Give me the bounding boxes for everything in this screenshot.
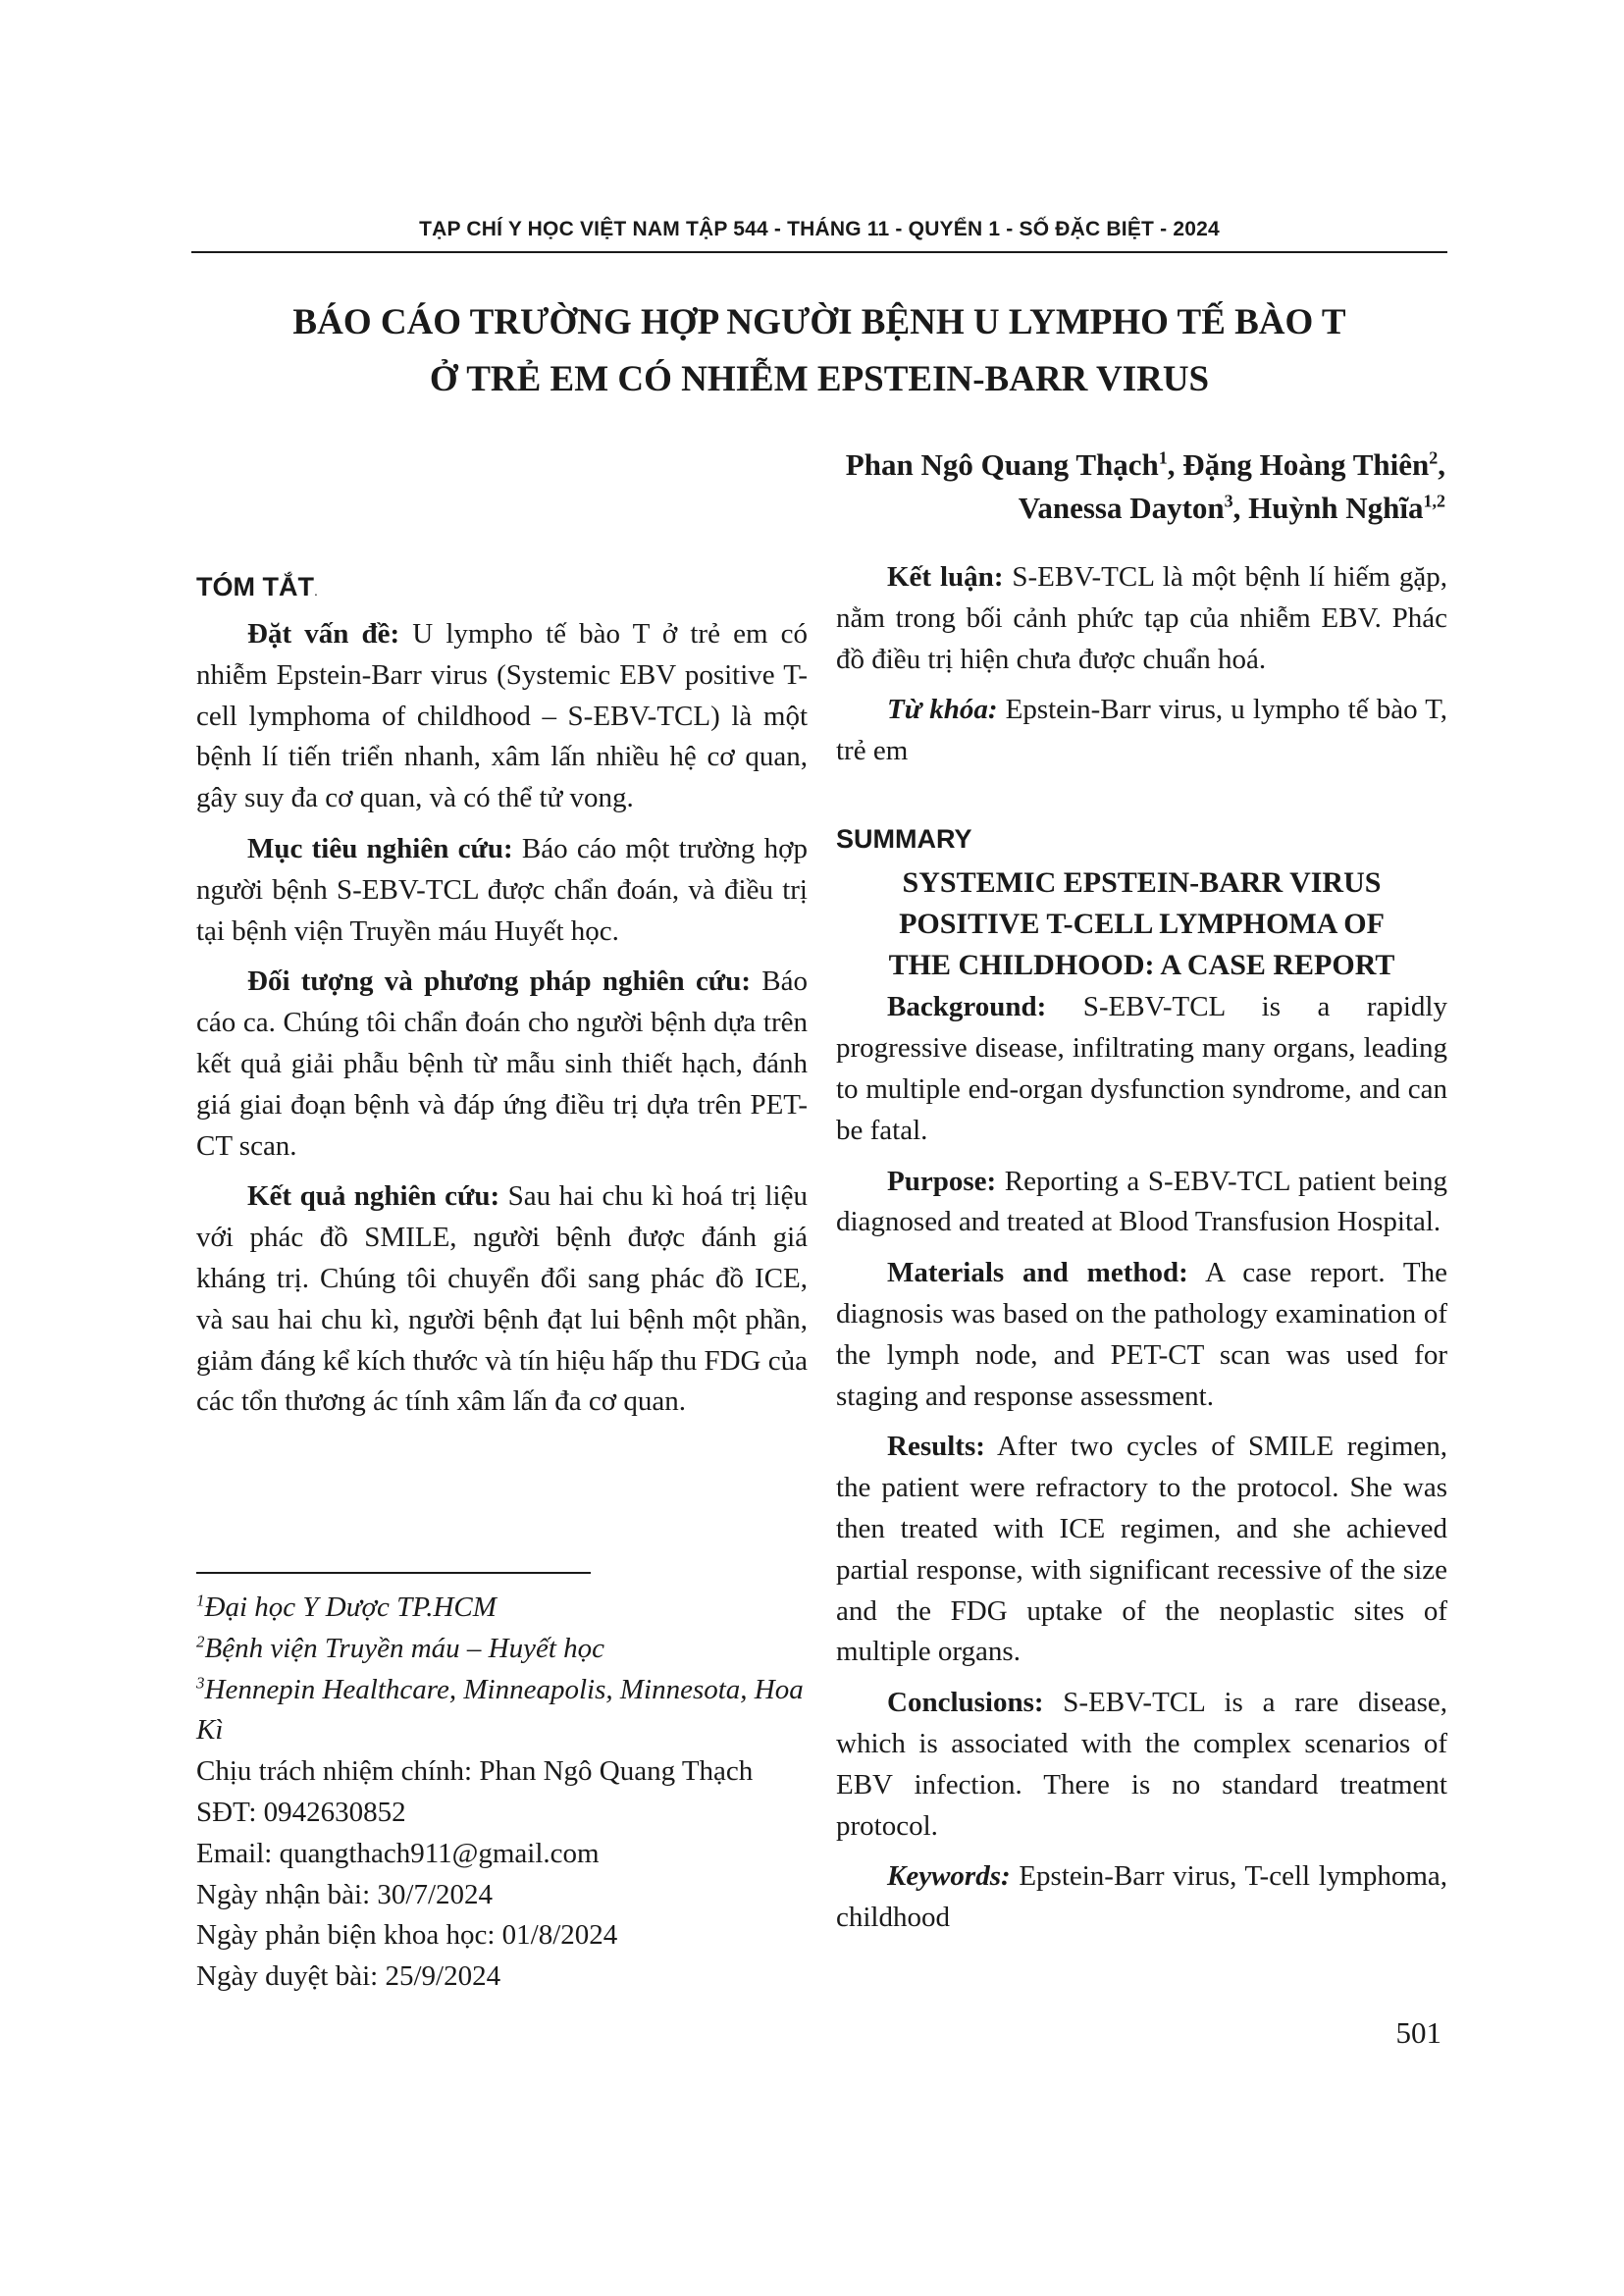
authors-line-1: Phan Ngô Quang Thạch$^1$, Đặng Hoàng Thiên$^2$, xyxy=(845,447,1445,482)
author-name: Đặng Hoàng Thiên xyxy=(1182,447,1430,482)
summary-purpose xyxy=(836,1162,1447,1244)
author-name: Phan Ngô Quang Thạch xyxy=(845,447,1159,482)
author-affiliation-sup: 3 xyxy=(1224,491,1233,511)
author-affiliation-sup: 1 xyxy=(1158,447,1168,468)
paragraph-label: Kết quả nghiên cứu: xyxy=(247,1180,500,1213)
affiliation-sup: 3 xyxy=(196,1672,205,1692)
date-accepted: Ngày duyệt bài: 25/9/2024 xyxy=(196,1960,501,1993)
abstract-heading-dot: . xyxy=(313,583,318,599)
abstract-results xyxy=(196,1176,808,1423)
title-line-1: BÁO CÁO TRƯỜNG HỢP NGƯỜI BỆNH U LYMPHO TẾ BÀO T xyxy=(292,302,1346,342)
abstract-heading xyxy=(196,569,808,608)
paragraph-text: Epstein-Barr virus, u lympho tế bào T, trẻ em xyxy=(836,694,1447,767)
summary-background xyxy=(836,987,1447,1151)
abstract-right-column xyxy=(836,557,1447,1949)
summary-heading: SUMMARY xyxy=(836,823,972,854)
author-affiliation-sup: 2 xyxy=(1429,447,1439,468)
summary-keywords xyxy=(836,1856,1447,1939)
date-reviewed: Ngày phản biện khoa học: 01/8/2024 xyxy=(196,1919,618,1952)
footnotes xyxy=(196,1588,805,1998)
paragraph-label: Results: xyxy=(887,1431,985,1463)
affiliation-1 xyxy=(196,1588,805,1629)
affiliation-3 xyxy=(196,1670,805,1752)
abstract-keywords xyxy=(836,690,1447,772)
corresponding-author: Chịu trách nhiệm chính: Phan Ngô Quang Thạch xyxy=(196,1755,754,1788)
paragraph-label: Mục tiêu nghiên cứu: xyxy=(247,832,513,864)
paragraph-label: Keywords: xyxy=(887,1860,1011,1893)
summary-results xyxy=(836,1427,1447,1673)
email: Email: quangthach911@gmail.com xyxy=(196,1837,600,1869)
abstract-background xyxy=(196,614,808,819)
summary-methods xyxy=(836,1253,1447,1417)
summary-title-line-2: POSITIVE T-CELL LYMPHOMA OF xyxy=(899,907,1385,940)
paragraph-label: Kết luận: xyxy=(887,561,1004,593)
summary-conclusions xyxy=(836,1683,1447,1847)
summary-title-line-3: THE CHILDHOOD: A CASE REPORT xyxy=(888,948,1395,981)
paragraph-text: S-EBV-TCL is a rapidly progressive disease, infiltrating many organs, leading to multiple end-organ dysfunction syndrome, and can be fatal. xyxy=(836,991,1447,1146)
author-name: Vanessa Dayton xyxy=(1018,491,1225,525)
paragraph-text: Báo cáo ca. Chúng tôi chẩn đoán cho người bệnh dựa trên kết quả giải phẫu bệnh từ mẫu sinh thiết hạch, đánh giá giai đoạn bệnh và đáp ứng điều trị dựa trên PET-CT scan. xyxy=(196,965,808,1162)
article-title xyxy=(191,294,1447,408)
paragraph-text: Epstein-Barr virus, T-cell lymphoma, childhood xyxy=(836,1860,1447,1934)
page-number: 501 xyxy=(1395,2015,1441,2050)
paragraph-text: S-EBV-TCL is a rare disease, which is associated with the complex scenarios of EBV infection. There is no standard treatment protocol. xyxy=(836,1687,1447,1842)
abstract-methods xyxy=(196,962,808,1167)
date-received: Ngày nhận bài: 30/7/2024 xyxy=(196,1878,494,1910)
phone: SĐT: 0942630852 xyxy=(196,1796,406,1828)
affiliation-text: Đại học Y Dược TP.HCM xyxy=(204,1592,497,1623)
author-name: Huỳnh Nghĩa xyxy=(1248,491,1424,525)
authors-line-2: Vanessa Dayton$^3$, Huỳnh Nghĩa$^{1,2}$ xyxy=(1018,491,1445,525)
affiliation-2 xyxy=(196,1629,805,1670)
paragraph-label: Background: xyxy=(887,991,1047,1023)
affiliation-text: Bệnh viện Truyền máu – Huyết học xyxy=(204,1632,605,1664)
paragraph-text: Báo cáo một trường hợp người bệnh S-EBV-TCL được chẩn đoán, và điều trị tại bệnh viện Truyền máu Huyết học. xyxy=(196,832,808,947)
paragraph-text: Reporting a S-EBV-TCL patient being diagnosed and treated at Blood Transfusion Hospital. xyxy=(836,1165,1447,1238)
author-affiliation-sup: 1,2 xyxy=(1423,491,1445,511)
affiliation-sup: 2 xyxy=(196,1632,205,1651)
abstract-objective xyxy=(196,829,808,952)
paragraph-label: Từ khóa: xyxy=(887,694,998,726)
abstract-conclusion xyxy=(836,557,1447,680)
summary-title xyxy=(836,862,1447,985)
paragraph-label: Conclusions: xyxy=(887,1687,1044,1719)
footnote-rule xyxy=(196,1572,591,1574)
header-rule xyxy=(191,251,1447,253)
paragraph-text: A case report. The diagnosis was based on the pathology examination of the lymph node, and PET-CT scan was used for staging and response assessment. xyxy=(836,1257,1448,1412)
author-list xyxy=(846,444,1445,530)
paragraph-text: After two cycles of SMILE regimen, the patient were refractory to the protocol. She was then treated with ICE regimen, and she achieved partial response, with significant recessive of the size and the FDG uptake of the neoplastic sites of multiple organs. xyxy=(836,1431,1447,1668)
affiliation-text: Hennepin Healthcare, Minneapolis, Minnesota, Hoa Kì xyxy=(196,1673,804,1747)
paragraph-text: Sau hai chu kì hoá trị liệu với phác đồ SMILE, người bệnh được đánh giá kháng trị. Chúng tôi chuyển đổi sang phác đồ ICE, và sau hai chu kì, người bệnh đạt lui bệnh một phần, giảm đáng kể kích thước và tín hiệu hấp thu FDG của các tổn thương ác tính xâm lấn đa cơ quan. xyxy=(196,1180,808,1418)
paragraph-label: Đối tượng và phương pháp nghiên cứu: xyxy=(247,965,751,998)
summary-title-line-1: SYSTEMIC EPSTEIN-BARR VIRUS xyxy=(902,865,1382,899)
abstract-vietnamese xyxy=(196,557,808,1433)
affiliation-sup: 1 xyxy=(196,1591,205,1610)
paragraph-label: Materials and method: xyxy=(887,1257,1188,1289)
paragraph-text: U lympho tế bào T ở trẻ em có nhiễm Epstein-Barr virus (Systemic EBV positive T-cell lymphoma of childhood – S-EBV-TCL) là một bệnh lí tiến triển nhanh, xâm lấn nhiều hệ cơ quan, gây suy đa cơ quan, và có thể tử vong. xyxy=(196,618,808,814)
paragraph-label: Purpose: xyxy=(887,1165,997,1197)
abstract-heading-text: TÓM TẮT xyxy=(196,572,314,601)
paragraph-text: S-EBV-TCL là một bệnh lí hiếm gặp, nằm trong bối cảnh phức tạp của nhiễm EBV. Phác đồ điều trị hiện chưa được chuẩn hoá. xyxy=(836,561,1447,675)
title-line-2: Ở TRẺ EM CÓ NHIỄM EPSTEIN-BARR VIRUS xyxy=(429,359,1210,399)
running-header: TẠP CHÍ Y HỌC VIỆT NAM TẬP 544 - THÁNG 11 - QUYỂN 1 - SỐ ĐẶC BIỆT - 2024 xyxy=(419,218,1220,240)
paragraph-label: Đặt vấn đề: xyxy=(247,618,400,650)
